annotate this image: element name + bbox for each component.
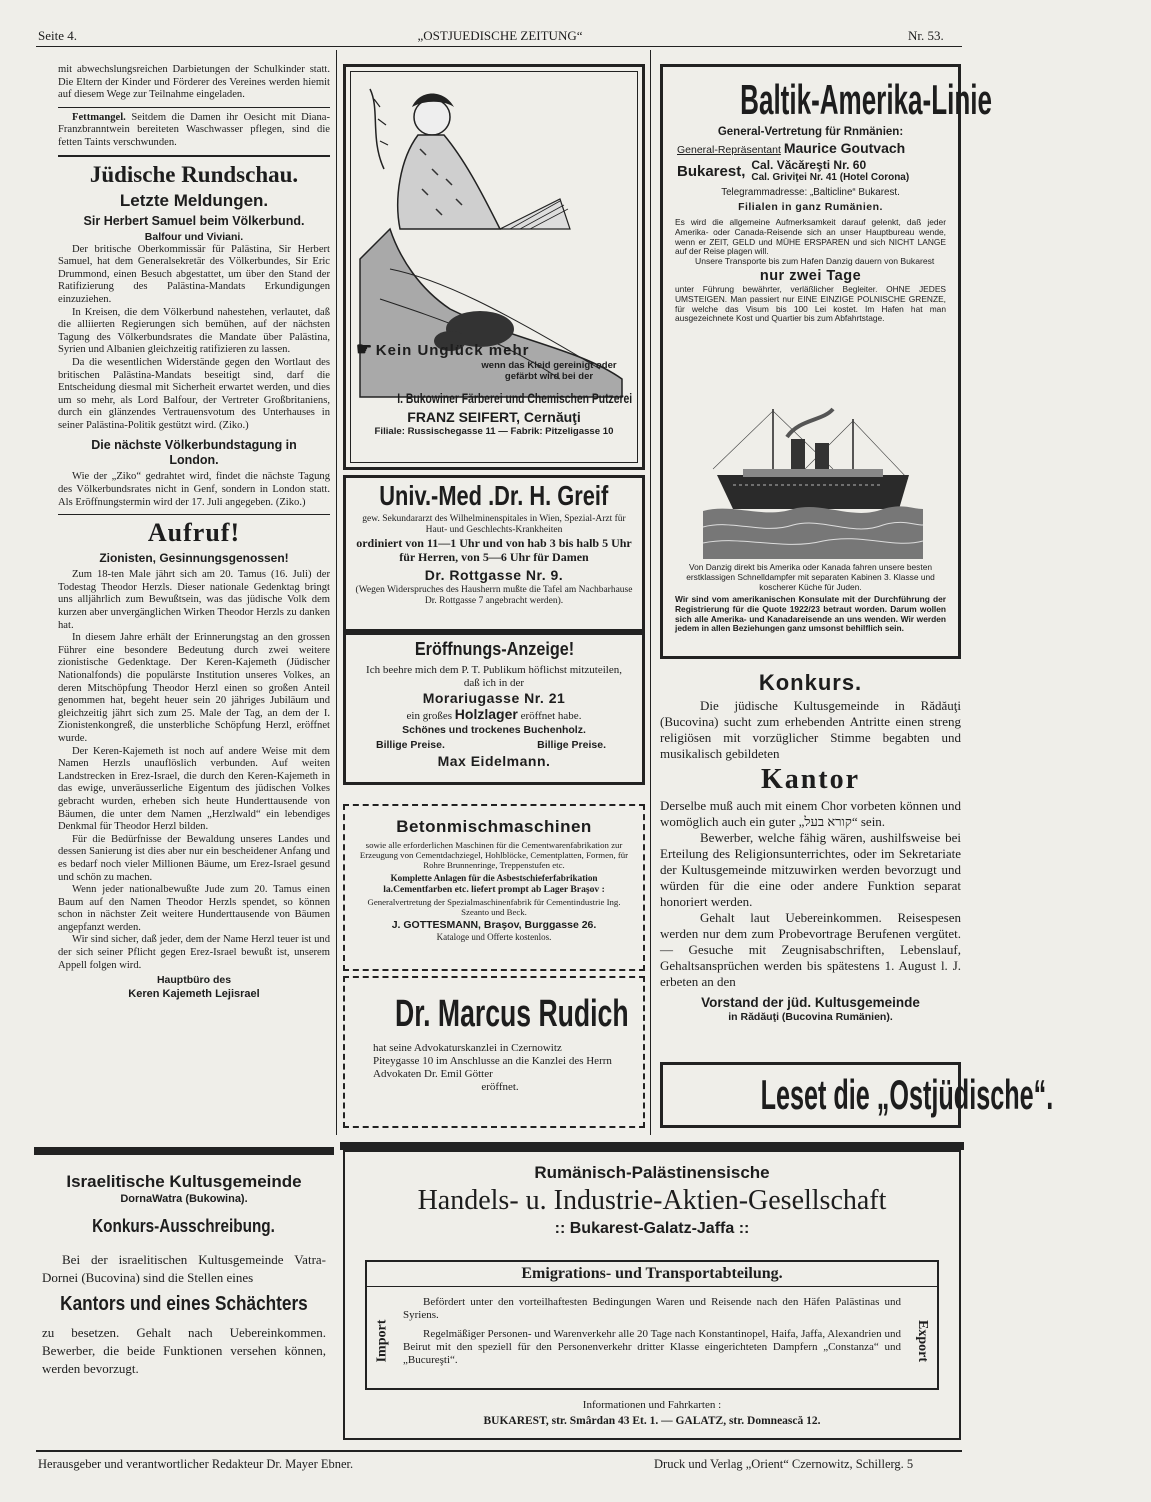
footer-publisher: Druck und Verlag „Orient“ Czernowitz, Schillerg. 5	[654, 1457, 914, 1471]
dorna-text: Bei der israelitischen Kultusgemeinde Vatra-Dornei (Bucovina) sind die Stellen eines	[42, 1252, 326, 1285]
issue-number: Nr. 53.	[908, 28, 944, 43]
seifert-firm: I. Bukowiner Färberei und Chemischen Putzerei	[397, 390, 633, 406]
baltik-address2: Cal. Griviţei Nr. 41 (Hotel Corona)	[751, 172, 910, 183]
bank-line3: :: Bukarest-Galatz-Jaffa ::	[554, 1220, 750, 1237]
samuel-p1: Der britische Oberkommissär für Palästina, Sir Herbert Samuel, hat dem Generalsekretär des Völkerbundes, Sir Eric Drummond, einen Besuch abgestattet, um über den Stand der Ratifizierung des Palästina-Mandats Erkundigungen einzuziehen.	[58, 243, 330, 305]
eidelmann-line1: Ich beehre mich dem P. T. Publikum höflichst mitzuteilen, daß ich in der	[366, 664, 622, 689]
baltik-zwei-tage: nur zwei Tage	[759, 267, 862, 284]
baltik-city: Bukarest,	[677, 162, 746, 180]
aufruf-subheading: Zionisten, Gesinnungsgenossen!	[99, 551, 289, 566]
rudich-name: Dr. Marcus Rudich	[395, 993, 629, 1035]
aufruf-p3: Der Keren-Kajemeth ist noch auf andere Weise mit dem Namen Herzls unauflöslich verbunden. Auf weiten Landstrecken in Erez-Israel, die durch den Keren-Kajemeth in das ewige, unveräusserliche Eigentum des jüdischen Volkes gebracht wurden, erheben sich heute Hunderttausende von Bäumen, die unter dem Namen „Herzlwald“ ein lebendiges Denkmal für Theodor Herzl bilden.	[58, 745, 330, 833]
konkurs-ad	[660, 668, 961, 1024]
konkurs-title: Konkurs.	[758, 670, 863, 695]
baltik-address1: Cal. Văcăreşti Nr. 60	[751, 158, 867, 172]
footer-editor: Herausgeber und verantwortlicher Redakteur Dr. Mayer Ebner.	[38, 1457, 354, 1471]
tagung-text: Wie der „Ziko“ gedrahtet wird, findet die nächste Tagung des Völkerbundsrates nicht in Genf, sondern in London statt. Als Eröffnungstermin wird der 17. Juli angegeben. (Ziko.)	[58, 471, 330, 508]
steamship-illustration	[703, 399, 923, 559]
bank-p2: Regelmäßiger Personen- und Warenverkehr alle 20 Tage nach Konstantinopel, Haifa, Jaffa, Alexandrien und Beirut mit den speziell für den Personenverkehr dritter Klasse eingerichteten Dampfern „Constanza“ und „Bucureşti“.	[403, 1328, 901, 1366]
baltik-p2: Unsere Transporte bis zum Hafen Danzig dauern von Bukarest	[695, 256, 935, 267]
seifert-slogan2: wenn das Kleid gereinigt oder gefärbt wird bei der	[481, 360, 617, 382]
beton-line4: Generalvertretung der Spezialmaschinenfabrik für Cementindustrie Ing. Szeanto und Beck.	[367, 897, 621, 917]
samuel-p3: Da die wesentlichen Widerstände gegen den Wortlaut des britischen Palästina-Mandats beseitigt sind, darf die Entscheidung diesmal mit Sicherheit erwartet werden, und dies um so mehr, als Lord Balfour, der Vertreter Großbritaniens, durch ein glänzendes Vertrauensvotum des Unterhauses in seiner Palästina-Politik gestützt wird. (Ziko.)	[58, 356, 330, 431]
beton-line3: la.Cementfarben etc. liefert prompt ab Lager Braşov :	[383, 884, 605, 895]
seifert-address: Filiale: Russischegasse 11 — Fabrik: Pitzeligasse 10	[374, 426, 614, 437]
baltik-p5: Wir sind vom amerikanischen Konsulate mit der Durchführung der Registrierung für die Quote 1922/23 betraut worden. Darum wollen sich alle Amerika- und Kanadareisende an uns wenden. Wir werden jedem in allen Beziehungen ganz umsonst behilflich sein.	[675, 594, 946, 634]
seifert-slogan: Kein Unglück mehr	[375, 342, 530, 359]
rudich-ad	[343, 976, 645, 1128]
pointing-hand-icon: ☛	[356, 339, 373, 359]
aufruf-p2: In diesem Jahre erhält der Erinnerungstag an den grossen Führer eine besondere Bedeutung durch zwei weitere zionistische Gedenktage. Der Keren-Kajemeth (Jüdischer Nationalfonds) die populärste Institution unseres Volkes, an deren Mitschöpfung Theodor Herzl einen so großen Anteil genommen hat, begeht heuer sein 20 jähriges Jubiläum und gleichzeitig jährt sich zum 25. Male der Tag, an dem der I. Zionistenkongreß, die unsterbliche Schöpfung Herzl, eröffnet wurde.	[58, 632, 330, 744]
aufruf-signature-2: Keren Kajemeth Lejisrael	[128, 988, 260, 1001]
greif-ad	[343, 475, 645, 632]
samuel-heading: Sir Herbert Samuel beim Völkerbund.	[83, 213, 305, 228]
baltik-ad	[660, 64, 992, 659]
konkurs-p2: Derselbe muß auch mit einem Chor vorbeten können und womöglich auch ein guter „קורא בעל“ sein.	[660, 798, 961, 829]
beton-line2: Komplette Anlagen für die Asbestschieferfabrikation	[390, 873, 598, 883]
dorna-text2: zu besetzen. Gehalt nach Uebereinkommen. Bewerber, die beide Funktionen versehen können, werden bevorzugt.	[42, 1325, 326, 1376]
eidelmann-prices-right: Billige Preise.	[537, 739, 606, 751]
greif-note: (Wegen Widerspruches des Hausherrn mußte die Tafel am Nachbarhause Dr. Rottgasse 7 angebracht werden).	[355, 585, 633, 606]
left-column	[58, 64, 330, 1001]
greif-address: Dr. Rottgasse Nr. 9.	[424, 567, 564, 583]
beton-firm: J. GOTTESMANN, Braşov, Burggasse 26.	[391, 919, 597, 931]
baltik-telegram: Telegrammadresse: „Balticline“ Bukarest.	[721, 187, 900, 198]
rudich-line1: hat seine Advokaturskanzlei in Czernowitz	[373, 1042, 562, 1054]
intro-text: mit abwechslungsreichen Darbietungen der Schulkinder statt. Die Eltern der Kinder und Förderer des Vereines werden hiemit auf diesem Wege zur Teilnahme eingeladen.	[58, 64, 330, 101]
dorna-big: Kantors und eines Schächters	[60, 1293, 308, 1315]
seifert-ad	[343, 64, 645, 470]
baltik-subtitle: General-Vertretung für Rnmänien:	[717, 126, 904, 138]
seifert-owner: FRANZ SEIFERT, Cernăuţi	[407, 409, 581, 425]
leset-text: Leset die „Ostjüdische“.	[760, 1071, 1054, 1118]
eidelmann-line2c: eröffnet habe.	[520, 710, 582, 722]
eidelmann-line3: Schönes und trockenes Buchenholz.	[402, 724, 586, 736]
bank-import-label: Import	[374, 1319, 389, 1363]
samuel-p2: In Kreisen, die dem Völkerbund nahestehen, verlautet, daß die alliierten Regierungen sich bemühen, auf der nächsten Tagung des Völkerbundsrates die Mandate über Palästina, Syrien und Albanien gleichzeitig ratifizieren zu lassen.	[58, 306, 330, 356]
dorna-title: Israelitische Kultusgemeinde	[66, 1172, 302, 1191]
bank-dept: Emigrations- und Transportabteilung.	[367, 1262, 937, 1287]
konkurs-p4: Gehalt laut Uebereinkommen. Reisespesen werden nur dem zum Probevortrage Berufenen vergütet. — Gesuche mit Zeugnisabschriften, Lebenslauf, Gehaltsansprüchen werden bis spätestens 1. August l. J. erbeten an den	[660, 910, 961, 989]
bank-ad	[343, 1150, 961, 1440]
eidelmann-prices-left: Billige Preise.	[376, 739, 445, 751]
konkurs-kantor: Kantor	[760, 764, 861, 795]
beton-line5: Kataloge und Offerte kostenlos.	[436, 932, 552, 942]
konkurs-p1: Die jüdische Kultusgemeinde in Rădăuţi (Bucovina) sucht zum erhebenden Antritte einen streng religiösen mit vorzüglicher Stimme begabten und musikalisch gebildeten	[660, 698, 961, 761]
konkurs-signature-1: Vorstand der jüd. Kultusgemeinde	[701, 995, 920, 1010]
beton-ad	[343, 804, 645, 971]
konkurs-p3: Bewerber, welche fähig wären, aushilfsweise bei Erteilung des Religionsunterrichtes, oder im Sekretariate der Kultusgemeinde mitzuwirken werden bevorzugt und würden für die eine oder andere Funktion separat honoriert werden.	[660, 830, 961, 909]
rudich-line3: eröffnet.	[481, 1081, 519, 1093]
baltik-title: Baltik-Amerika-Linie	[740, 76, 992, 123]
fettmangel-lead: Fettmangel.	[72, 111, 126, 123]
greif-hours: ordiniert von 11—1 Uhr und von hab 3 bis halb 5 Uhr für Herren, von 5—6 Uhr für Damen	[356, 536, 632, 564]
bank-address: BUKAREST, str. Smârdan 43 Et. 1. — GALATZ, str. Domnească 12.	[483, 1415, 821, 1427]
bank-line1: Rumänisch-Palästinensische	[534, 1163, 770, 1182]
leset-ad	[660, 1062, 1054, 1128]
baltik-p1: Es wird die allgemeine Aufmerksamkeit darauf gelenkt, daß jeder Amerika- oder Canada-Reisende sich an unser Hauptbureau wende, wenn er ZEIT, GELD und MÜHE ERSPAREN und sich NICHT LANGE auf der Reise plagen will.	[675, 217, 946, 257]
eidelmann-holzlager: Holzlager	[454, 706, 518, 722]
baltik-rep-label: General-Repräsentant	[677, 144, 781, 156]
dorna-ad	[36, 1163, 332, 1378]
baltik-rep-name: Maurice Goutvach	[783, 140, 906, 156]
aufruf-p6: Wir sind sicher, daß jeder, dem der Name Herzl teuer ist und der sich seiner Pflicht gegen Erez-Israel bewußt ist, unserem Appell folgen wird.	[58, 934, 330, 971]
aufruf-title: Aufruf!	[147, 518, 241, 548]
tagung-heading: Die nächste Völkerbundstagung in London.	[91, 438, 297, 468]
beton-line1: sowie alle erforderlichen Maschinen für die Cementwarenfabrikation zur Erzeugung von Cementdachziegel, Hohlblöcke, Cementplatten, Formen, für Rohre Brunnenringe, Treppenstufen etc.	[359, 840, 629, 870]
baltik-p3: unter Führung bewährter, verläßlicher Begleiter. OHNE JEDES UMSTEIGEN. Man passiert nur EINE EINZIGE POLNISCHE GRENZE, für welche das Visum bis 100 Lei kostet. Im Hafen hat man ausgezeichnete Kost und Quartier bis zum Abfahrtstage.	[675, 283, 946, 324]
aufruf-p1: Zum 18-ten Male jährt sich am 20. Tamus (16. Juli) der Todestag Theodor Herzls. Dieser nationale Gedenktag bringt uns alljährlich zum Bewußtsein, was das jüdische Volk dem kurzen aber unvergänglichen Wirken Theodor Herzls zu danken hat.	[58, 569, 330, 631]
rudich-line2: Piteygasse 10 im Anschlusse an die Kanzlei des Herrn Advokaten Dr. Emil Götter	[373, 1055, 612, 1080]
letzte-meldungen: Letzte Meldungen.	[119, 190, 269, 210]
baltik-filialen: Filialen in ganz Rumänien.	[738, 201, 883, 213]
bank-p1: Befördert unter den vorteilhaftesten Bedingungen Waren und Reisende nach den Häfen Palästinas und Syriens.	[403, 1296, 901, 1321]
aufruf-p4: Für die Bedürfnisse der Bewaldung unseres Landes und dessen Sanierung ist dies aber nur ein bescheidener Anfang und es bedarf noch vieler Millionen Bäume, um Erez-Israel gesund und schön zu machen.	[58, 833, 330, 883]
eidelmann-ad	[343, 632, 645, 785]
page-number: Seite 4.	[38, 28, 77, 43]
aufruf-signature-1: Hauptbüro des	[156, 974, 232, 987]
aufruf-p5: Wenn jeder nationalbewußte Jude zum 20. Tamus einen Baum auf den Namen Theodor Herzls spendet, so können schon in nächster Zeit weitere Hunderttausende von Bäumen angepfanzt werden.	[58, 884, 330, 933]
konkurs-signature-2: in Rădăuţi (Bucovina Rumänien).	[728, 1011, 893, 1023]
eidelmann-name: Max Eidelmann.	[437, 753, 551, 769]
eidelmann-line2a: ein großes	[406, 710, 453, 722]
dorna-place: DornaWatra (Bukowina).	[120, 1193, 248, 1205]
dorna-ad-top-rule	[34, 1147, 334, 1155]
fettmangel-text: Seitdem die Damen ihr Oesicht mit Diana-Franzbranntwein bereiteten Waschwasser pflegen, sind die fetten Taints verschwunden.	[58, 111, 330, 148]
bank-export-label: Export	[915, 1320, 930, 1362]
dorna-heading: Konkurs-Ausschreibung.	[92, 1216, 276, 1236]
beton-title: Betonmischmaschinen	[396, 817, 592, 836]
bank-info: Informationen und Fahrkarten :	[582, 1399, 722, 1411]
greif-line1: gew. Sekundararzt des Wilhelminenspitales in Wien, Spezial-Arzt für Haut- und Geschlechts-Krankheiten	[362, 514, 626, 535]
rundschau-title: Jüdische Rundschau.	[89, 161, 299, 187]
baltik-p4: Von Danzig direkt bis Amerika oder Kanada fahren unsere besten erstklassigen Schnelldampfer mit separaten Kabinen 3. Klasse und koscherer Küche für Juden.	[686, 562, 935, 592]
samuel-subheading: Balfour und Viviani.	[144, 230, 244, 243]
eidelmann-title: Eröffnungs-Anzeige!	[414, 639, 574, 659]
greif-name: Univ.-Med .Dr. H. Greif	[379, 480, 609, 511]
bank-line2: Handels- u. Industrie-Aktien-Gesellschaft	[417, 1185, 887, 1216]
eidelmann-street: Morariugasse Nr. 21	[422, 690, 566, 706]
bank-ad-top-rule	[340, 1142, 964, 1150]
newspaper-title: „OSTJUEDISCHE ZEITUNG“	[417, 28, 583, 43]
